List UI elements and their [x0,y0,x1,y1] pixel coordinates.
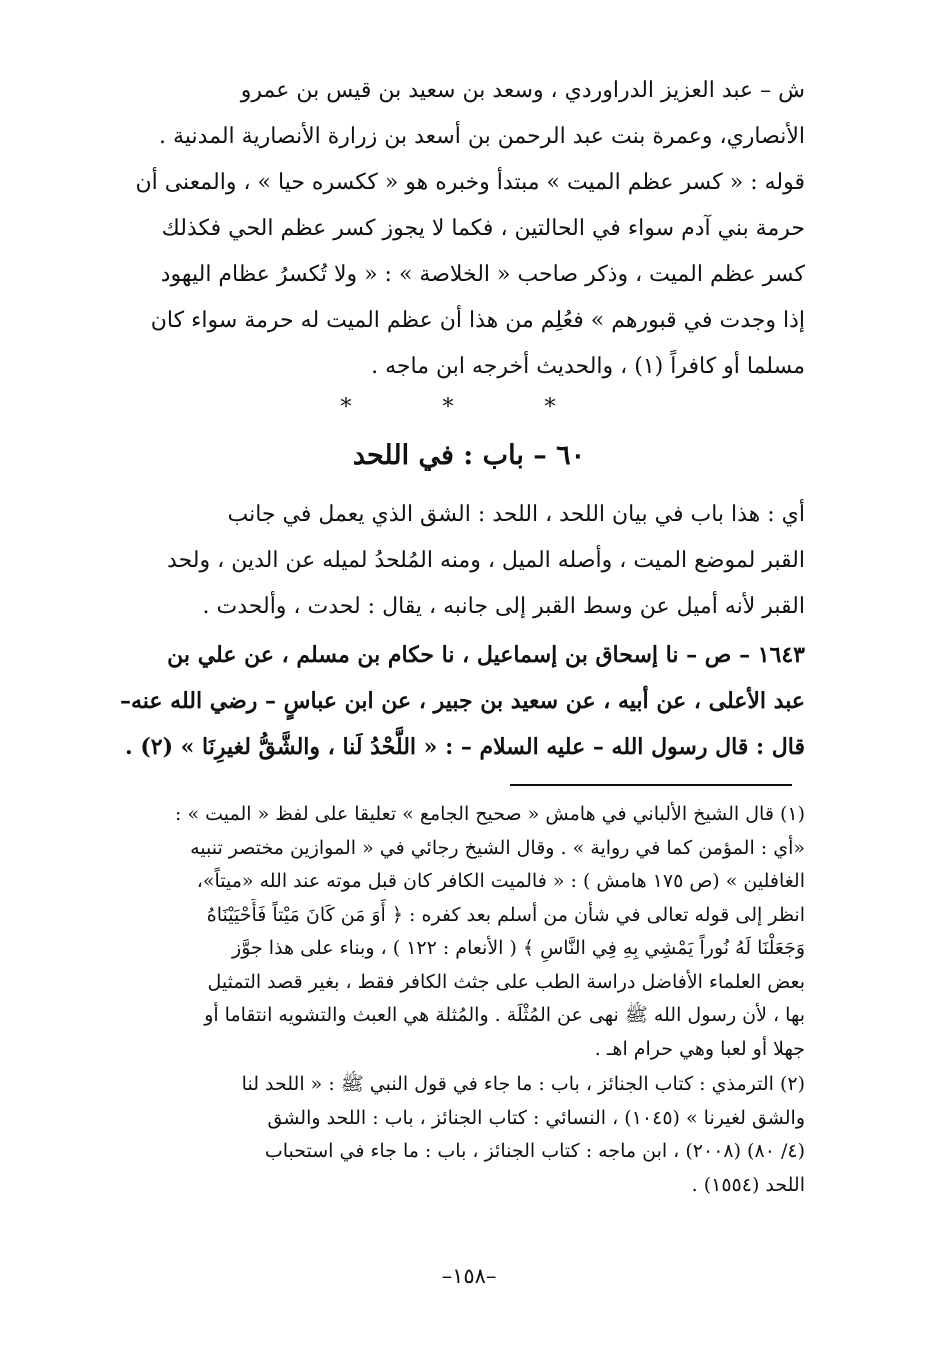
footnote-line: والشق لغيرنا » (١٠٤٥) ، النسائي : كتاب الجنائز ، باب : اللحد والشق [267,1106,805,1129]
text-line: قال : قال رسول الله – عليه السلام – : « اللَّحْدُ لَنا ، والشَّقُّ لغيرِنَا » (٢) . [125,734,805,760]
text-line: عبد الأعلى ، عن أبيه ، عن سعيد بن جبير ، عن ابن عباسٍ – رضي الله عنه– [119,688,805,714]
footnote-divider [510,784,792,786]
text-line: مسلما أو كافراً (١) ، والحديث أخرجه ابن ماجه . [371,354,805,379]
text-line: إذا وجدت في قبورهم » فعُلِم من هذا أن عظم الميت له حرمة سواء كان [150,308,805,333]
commentary-paragraph [105,160,805,390]
footnote-line: الغافلين » (ص ١٧٥ هامش ) : « فالميت الكافر كان قبل موته عند الله «ميتاً»، [196,870,805,892]
intro-paragraph [105,68,805,160]
footnote-2 [105,1068,805,1202]
footnote-line: وَجَعَلْنَا لَهُ نُوراً يَمْشِي بِهِ فِي النَّاسِ ﴾ ( الأنعام : ١٢٢ ) ، وبناء على هذا جوَّز [232,937,805,959]
hadith-text [105,632,805,770]
footnote-line: انظر إلى قوله تعالى في شأن من أسلم بعد كفره : ﴿ أَوَ مَن كَانَ مَيْتاً فَأَحْيَيْنَاهُ [206,903,805,926]
section-heading: ٦٠ – باب : في اللحد [352,440,586,471]
text-line: القبر لأنه أميل عن وسط القبر إلى جانبه ، يقال : لحدت ، وألحدت . [202,594,805,619]
text-line: ١٦٤٣ – ص – نا إسحاق بن إسماعيل ، نا حكام بن مسلم ، عن علي بن [167,642,805,668]
footnote-line: جهلا أو لعبا وهي حرام اهـ . [594,1037,805,1060]
page-number: –١٥٨– [441,1264,497,1288]
text-line: قوله : « كسر عظم الميت » مبتدأ وخبره هو « ككسره حيا » ، والمعنى أن [135,170,805,195]
footnote-1 [105,798,805,1066]
text-line: حرمة بني آدم سواء في الحالتين ، فكما لا يجوز كسر عظم الحي فكذلك [161,216,805,241]
section-explanation [105,492,805,630]
text-line: كسر عظم الميت ، وذكر صاحب « الخلاصة » : « ولا تُكسرُ عظام اليهود [160,262,805,287]
footnote-line: (٢) الترمذي : كتاب الجنائز ، باب : ما جاء في قول النبي ﷺ : « اللحد لنا [241,1073,805,1095]
text-line: الأنصاري، وعمرة بنت عبد الرحمن بن أسعد بن زرارة الأنصارية المدنية . [159,124,805,149]
footnote-line: (٤/ ٨٠) (٢٠٠٨) ، ابن ماجه : كتاب الجنائز ، باب : ما جاء في استحباب [264,1140,805,1162]
section-separator: * * * [340,395,598,420]
text-line: ش – عبد العزيز الدراوردي ، وسعد بن سعيد بن قيس بن عمرو [240,78,805,103]
footnote-line: (١) قال الشيخ الألباني في هامش « صحيح الجامع » تعليقا على لفظ « الميت » : [175,803,805,825]
text-line: أي : هذا باب في بيان اللحد ، اللحد : الشق الذي يعمل في جانب [227,502,805,527]
footnote-line: بعض العلماء الأفاضل دراسة الطب على جثث الكافر فقط ، بغير قصد التمثيل [207,970,805,993]
footnote-line: «أي : المؤمن كما في رواية » . وقال الشيخ رجائي في « الموازين مختصر تنبيه [190,836,805,859]
text-line: القبر لموضع الميت ، وأصله الميل ، ومنه المُلحدُ لميله عن الدين ، ولحد [167,548,805,573]
footnote-line: اللحد (١٥٥٤) . [691,1173,805,1196]
footnote-line: بها ، لأن رسول الله ﷺ نهى عن المُثْلَة . والمُثلة هي العبث والتشويه انتقاما أو [204,1004,805,1026]
